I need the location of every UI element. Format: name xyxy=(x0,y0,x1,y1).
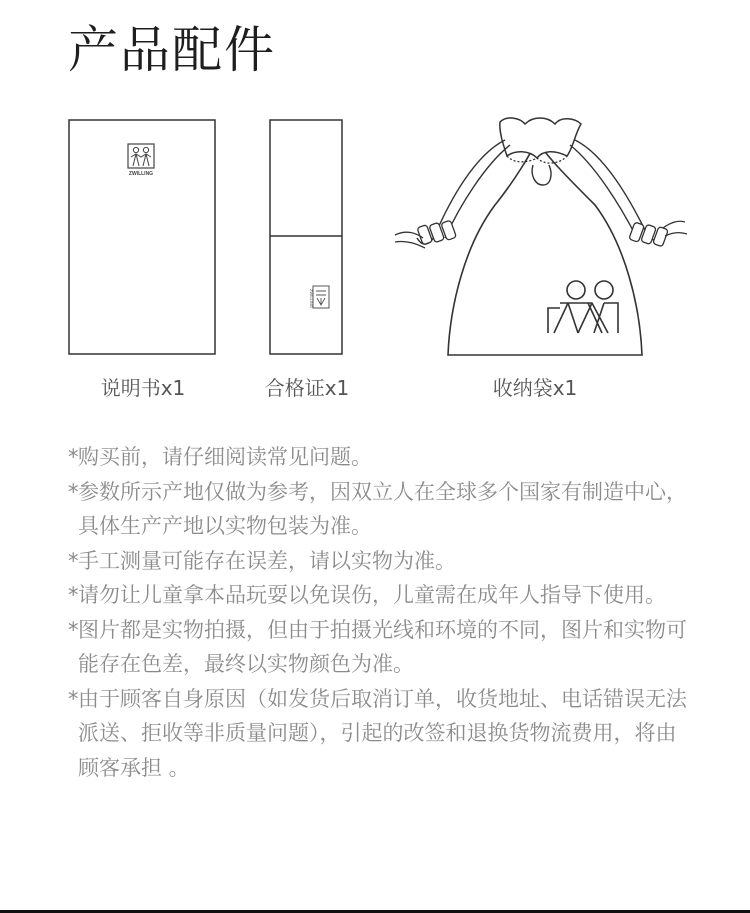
note-text: 购买前，请仔细阅读常见问题。 xyxy=(78,445,372,469)
note-text: 参数所示产地仅做为参考，因双立人在全球多个国家有制造中心，具体生产产地以实物包装为准。 xyxy=(78,479,687,538)
note-star: * xyxy=(68,686,79,711)
note-text: 手工测量可能存在误差，请以实物为准。 xyxy=(78,548,456,573)
note-text: 图片都是实物拍摄，但由于拍摄光线和环境的不同，图片和实物可能存在色差，最终以实物颜色为准。 xyxy=(78,617,687,676)
note-item xyxy=(68,440,688,475)
certificate-logo-text: ZWILLING xyxy=(309,289,314,308)
manual-label: 说明书x1 xyxy=(100,376,186,400)
note-item xyxy=(68,682,688,786)
note-text: 由于顾客自身原因（如发货后取消订单，收货地址、电话错误无法派送、拒收等非质量问题），引起的改签和退换货物流费用，将由顾客承担 。 xyxy=(78,686,687,780)
bag-label: 收纳袋x1 xyxy=(492,376,578,400)
manual-logo-text: ZWILLING xyxy=(128,171,154,177)
note-item xyxy=(68,475,688,544)
manual-icon xyxy=(68,119,218,357)
page-title: 产品配件 xyxy=(68,21,276,79)
certificate-label: 合格证x1 xyxy=(264,376,350,400)
note-star: * xyxy=(68,479,79,504)
notes-list xyxy=(68,440,688,785)
note-item xyxy=(68,544,688,579)
note-item xyxy=(68,613,688,682)
note-star: * xyxy=(68,583,79,607)
note-star: * xyxy=(68,548,79,573)
note-text: 请勿让儿童拿本品玩耍以免误伤，儿童需在成年人指导下使用。 xyxy=(78,583,666,607)
note-item xyxy=(68,578,688,613)
drawstring-bag-icon xyxy=(395,110,685,360)
certificate-icon xyxy=(269,119,345,357)
note-star: * xyxy=(68,445,79,469)
note-star: * xyxy=(68,617,79,642)
